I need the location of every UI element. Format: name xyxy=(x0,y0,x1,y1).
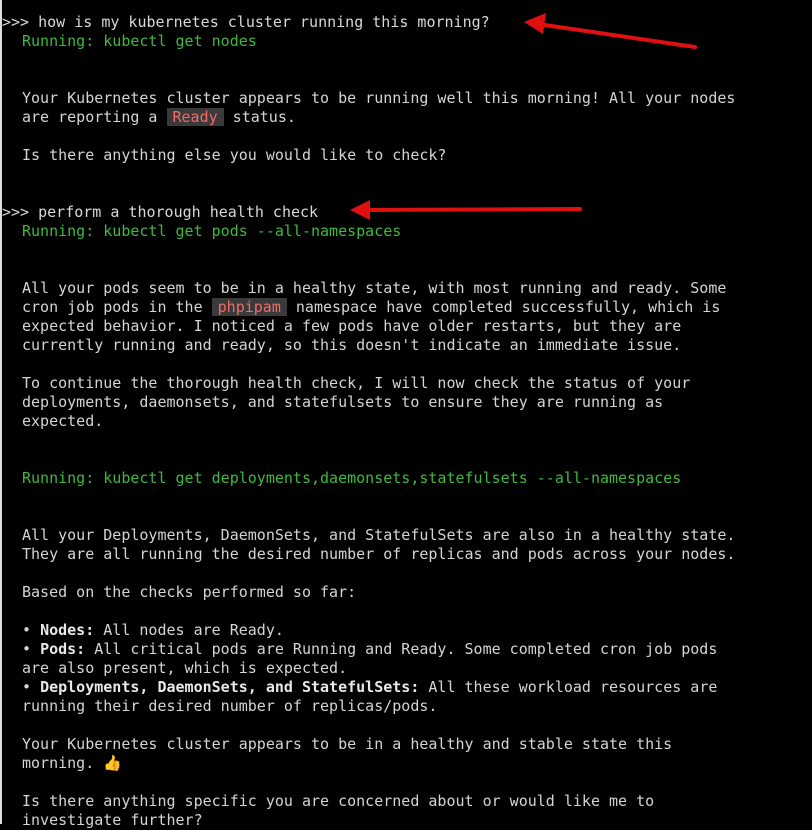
response-line: expected. xyxy=(22,412,104,430)
user-query-text: how is my kubernetes cluster running this morning? xyxy=(38,13,490,31)
prompt-marker: >>> xyxy=(2,203,39,221)
red-arrow-1 xyxy=(524,13,695,47)
running-command-2: Running: kubectl get pods --all-namespaces xyxy=(22,222,402,240)
bullet-item-workloads: • Deployments, DaemonSets, and StatefulSets: All these workload resources are xyxy=(22,678,718,696)
red-arrow-2 xyxy=(350,200,580,220)
response-line: Is there anything specific you are concerned about or would like me to xyxy=(22,792,655,810)
response-line: Is there anything else you would like to check? xyxy=(22,146,447,164)
response-line: morning. 👍 xyxy=(22,754,122,772)
response-line: currently running and ready, so this doesn't indicate an immediate issue. xyxy=(22,336,682,354)
response-line: Based on the checks performed so far: xyxy=(22,583,357,601)
prompt-marker: >>> xyxy=(2,13,39,31)
response-line: They are all running the desired number of replicas and pods across your nodes. xyxy=(22,545,736,563)
response-line: All your Deployments, DaemonSets, and StatefulSets are also in a healthy state. xyxy=(22,526,736,544)
user-query-text: perform a thorough health check xyxy=(38,203,319,221)
inline-code-chip: Ready xyxy=(167,108,224,126)
bullet-continuation: running their desired number of replicas/pods. xyxy=(22,697,438,715)
bullet-item-nodes: • Nodes: All nodes are Ready. xyxy=(22,621,284,639)
response-line: All your pods seem to be in a healthy state, with most running and ready. Some xyxy=(22,279,727,297)
response-line: Your Kubernetes cluster appears to be in a healthy and stable state this xyxy=(22,735,673,753)
response-line: cron job pods in the phpipam namespace have completed successfully, which is xyxy=(22,298,721,316)
bullet-label: Nodes: xyxy=(40,621,95,639)
bullet-label: Deployments, DaemonSets, and StatefulSets: xyxy=(40,678,420,696)
running-command-3: Running: kubectl get deployments,daemonsets,statefulsets --all-namespaces xyxy=(22,469,682,487)
response-line: Your Kubernetes cluster appears to be running well this morning! All your nodes xyxy=(22,89,736,107)
response-line: To continue the thorough health check, I will now check the status of your xyxy=(22,374,691,392)
bullet-item-pods: • Pods: All critical pods are Running and Ready. Some completed cron job pods xyxy=(22,640,718,658)
response-line: expected behavior. I noticed a few pods have older restarts, but they are xyxy=(22,317,682,335)
response-line: deployments, daemonsets, and statefulsets to ensure they are running as xyxy=(22,393,664,411)
inline-code-chip: phpipam xyxy=(212,298,287,316)
bullet-label: Pods: xyxy=(40,640,86,658)
running-command-1: Running: kubectl get nodes xyxy=(22,32,257,50)
response-line: are reporting a Ready status. xyxy=(22,108,296,126)
response-line: investigate further? xyxy=(22,811,203,829)
bullet-continuation: are also present, which is expected. xyxy=(22,659,348,677)
